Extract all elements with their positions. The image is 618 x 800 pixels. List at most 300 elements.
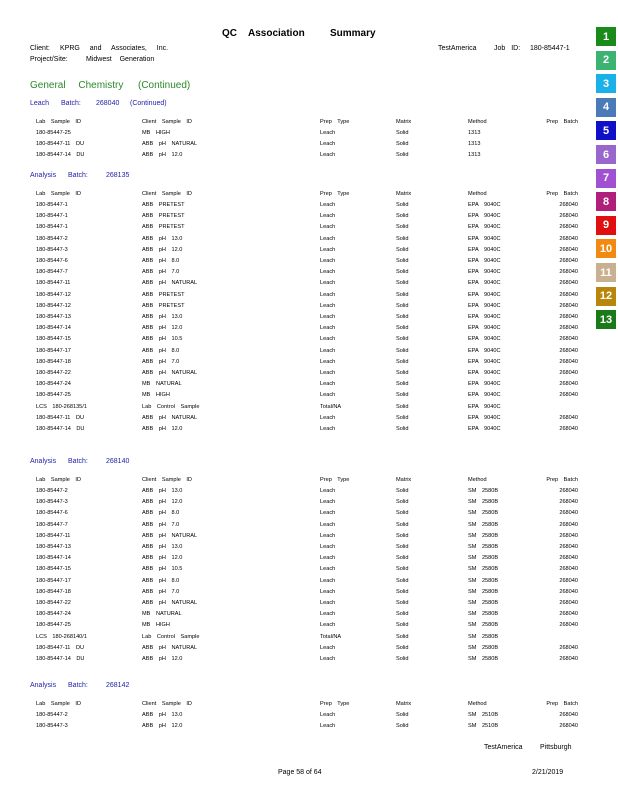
column-header: Prep Type — [320, 701, 350, 707]
column-header: Matrix — [396, 191, 412, 197]
column-header: Client Sample ID — [142, 701, 192, 707]
table-cell: 180-85447-14 DU — [36, 656, 85, 662]
table-cell: EPA 9040C — [468, 258, 501, 264]
table-cell: Lab Control Sample — [142, 403, 200, 410]
table-cell: EPA 9040C — [468, 314, 501, 320]
table-cell: 268040 — [559, 246, 578, 253]
table-cell: SM 2580B — [468, 600, 499, 606]
table-cell: 180-85447-1 — [36, 202, 68, 208]
table-cell: Solid — [396, 280, 409, 287]
table-row — [0, 390, 580, 400]
table-cell: ABB pH 7.0 — [142, 588, 180, 595]
column-header: Prep Type — [320, 191, 350, 197]
table-cell: Solid — [396, 510, 409, 517]
table-cell: LCS 180-268135/1 — [36, 403, 87, 410]
table-cell: Leach — [320, 370, 336, 376]
table-cell: 180-85447-3 — [36, 723, 68, 730]
table-cell: Leach — [320, 152, 336, 159]
table-row — [0, 587, 580, 597]
table-cell: EPA 9040C — [468, 280, 501, 287]
table-cell: 180-85447-17 — [36, 577, 71, 584]
table-cell: Solid — [396, 325, 409, 332]
table-cell: 268040 — [559, 381, 578, 388]
table-cell: 268040 — [559, 426, 578, 432]
table-cell: EPA 9040C — [468, 381, 501, 388]
table-cell: 180-85447-11 DU — [36, 141, 85, 148]
nav-tab-1[interactable]: 1 — [596, 27, 616, 46]
table-row — [0, 200, 580, 210]
table-cell: 180-85447-25 — [36, 622, 71, 629]
table-cell: SM 2580B — [468, 611, 499, 618]
column-header: Prep Batch — [546, 119, 578, 125]
table-cell: Leach — [320, 712, 336, 718]
column-header: Method — [468, 477, 487, 483]
column-header: Lab Sample ID — [36, 477, 82, 483]
table-cell: 180-85447-14 DU — [36, 152, 85, 159]
table-cell: SM 2580B — [468, 532, 499, 539]
table-cell: SM 2580B — [468, 588, 499, 595]
table-cell: EPA 9040C — [468, 370, 501, 376]
table-row — [0, 301, 580, 311]
table-cell: Solid — [396, 611, 409, 618]
table-cell: Solid — [396, 302, 409, 309]
nav-tab-10[interactable]: 10 — [596, 239, 616, 258]
batch-label: Analysis Batch: — [30, 458, 88, 465]
table-cell: Solid — [396, 532, 409, 539]
table-cell: Leach — [320, 358, 336, 365]
table-cell: Solid — [396, 130, 409, 136]
table-cell: 180-85447-25 — [36, 392, 71, 399]
table-row — [0, 139, 580, 149]
table-cell: ABB PRETEST — [142, 213, 185, 220]
table-cell: MB NATURAL — [142, 611, 182, 618]
table-cell: ABB pH 7.0 — [142, 358, 180, 365]
table-cell: SM 2580B — [468, 656, 499, 662]
table-cell: Solid — [396, 566, 409, 573]
table-cell: 268040 — [559, 302, 578, 309]
table-cell: Leach — [320, 291, 336, 298]
table-row — [0, 632, 580, 642]
table-cell: Leach — [320, 302, 336, 309]
table-cell: Leach — [320, 600, 336, 606]
table-cell: ABB pH 8.0 — [142, 510, 180, 517]
batch-label: Leach Batch: — [30, 100, 81, 107]
table-cell: Leach — [320, 325, 336, 332]
table-cell: Total/NA — [320, 633, 342, 640]
lab-name: TestAmerica — [438, 45, 477, 52]
table-row — [0, 346, 580, 356]
table-cell: 180-85447-6 — [36, 258, 68, 264]
table-cell: ABB pH 10.5 — [142, 336, 183, 343]
table-cell: Leach — [320, 566, 336, 573]
table-row — [0, 245, 580, 255]
table-cell: 180-85447-25 — [36, 130, 71, 136]
nav-tab-5[interactable]: 5 — [596, 121, 616, 140]
table-cell: Leach — [320, 622, 336, 629]
batch-number: 268040 — [96, 100, 120, 107]
table-cell: MB HIGH — [142, 130, 170, 136]
title-qc: QC — [222, 28, 237, 39]
table-cell: Solid — [396, 555, 409, 562]
table-cell: EPA 9040C — [468, 235, 501, 242]
table-cell: 268040 — [559, 656, 578, 662]
table-row — [0, 368, 580, 378]
table-cell: Leach — [320, 130, 336, 136]
table-cell: 268040 — [559, 358, 578, 365]
table-cell: Solid — [396, 712, 409, 718]
table-cell: SM 2510B — [468, 723, 499, 730]
table-cell: SM 2580B — [468, 566, 499, 573]
table-row — [0, 323, 580, 333]
table-cell: 180-85447-7 — [36, 521, 68, 528]
table-cell: ABB pH 12.0 — [142, 152, 183, 159]
table-cell: Solid — [396, 577, 409, 584]
column-header: Prep Batch — [546, 477, 578, 483]
table-cell: LCS 180-268140/1 — [36, 633, 87, 640]
nav-tab-8[interactable]: 8 — [596, 192, 616, 211]
table-cell: Leach — [320, 202, 336, 208]
table-row — [0, 267, 580, 277]
table-cell: ABB pH NATURAL — [142, 532, 198, 539]
table-cell: MB HIGH — [142, 622, 170, 629]
nav-tab-13[interactable]: 13 — [596, 310, 616, 329]
table-cell: MB HIGH — [142, 392, 170, 399]
column-header-row — [0, 699, 580, 709]
table-cell: ABB pH 8.0 — [142, 258, 180, 264]
table-cell: Leach — [320, 336, 336, 343]
column-header: Matrix — [396, 701, 412, 707]
table-cell: Solid — [396, 633, 409, 640]
table-row — [0, 721, 580, 731]
table-cell: EPA 9040C — [468, 302, 501, 309]
table-cell: 180-85447-13 — [36, 314, 71, 320]
table-cell: ABB pH 13.0 — [142, 712, 183, 718]
table-cell: ABB pH 13.0 — [142, 488, 183, 494]
table-cell: 268040 — [559, 347, 578, 354]
table-cell: ABB pH 12.0 — [142, 656, 183, 662]
table-cell: ABB pH 12.0 — [142, 426, 183, 432]
column-header: Client Sample ID — [142, 191, 192, 197]
table-cell: Solid — [396, 392, 409, 399]
table-cell: Leach — [320, 280, 336, 287]
table-cell: Solid — [396, 347, 409, 354]
table-row — [0, 497, 580, 507]
table-cell: 268040 — [559, 370, 578, 376]
table-cell: EPA 9040C — [468, 403, 501, 410]
table-cell: Leach — [320, 392, 336, 399]
table-cell: 268040 — [559, 622, 578, 629]
table-cell: 268040 — [559, 611, 578, 618]
table-cell: 268040 — [559, 325, 578, 332]
nav-tab-6[interactable]: 6 — [596, 145, 616, 164]
nav-tab-4[interactable]: 4 — [596, 98, 616, 117]
column-header: Matrix — [396, 477, 412, 483]
job-value: 180-85447-1 — [530, 45, 570, 52]
table-cell: EPA 9040C — [468, 246, 501, 253]
table-cell: 180-85447-2 — [36, 235, 68, 242]
table-cell: 180-85447-6 — [36, 510, 68, 517]
table-cell: 180-85447-22 — [36, 600, 71, 606]
table-cell: 180-85447-2 — [36, 488, 68, 494]
table-cell: Leach — [320, 258, 336, 264]
table-cell: 268040 — [559, 291, 578, 298]
table-cell: EPA 9040C — [468, 347, 501, 354]
table-row — [0, 710, 580, 720]
table-cell: ABB pH 8.0 — [142, 347, 180, 354]
table-cell: 268040 — [559, 499, 578, 506]
table-cell: SM 2580B — [468, 521, 499, 528]
table-cell: ABB PRETEST — [142, 291, 185, 298]
footer-city: Pittsburgh — [540, 744, 572, 751]
table-row — [0, 598, 580, 608]
table-cell: Solid — [396, 588, 409, 595]
project-label: Project/Site: — [30, 56, 68, 63]
table-cell: Leach — [320, 141, 336, 148]
table-cell: 268040 — [559, 532, 578, 539]
column-header: Lab Sample ID — [36, 119, 82, 125]
table-cell: Total/NA — [320, 403, 342, 410]
table-cell: 268040 — [559, 336, 578, 343]
table-cell: EPA 9040C — [468, 392, 501, 399]
table-cell: ABB pH 13.0 — [142, 314, 183, 320]
table-cell: ABB pH 12.0 — [142, 246, 183, 253]
table-cell: 180-85447-3 — [36, 499, 68, 506]
table-row — [0, 486, 580, 496]
table-cell: Solid — [396, 269, 409, 276]
table-cell: Leach — [320, 488, 336, 494]
report-date: 2/21/2019 — [532, 769, 564, 776]
column-header: Prep Type — [320, 477, 350, 483]
table-cell: Leach — [320, 224, 336, 231]
table-row — [0, 424, 580, 434]
table-cell: EPA 9040C — [468, 269, 501, 276]
table-row — [0, 413, 580, 423]
table-cell: 268040 — [559, 280, 578, 287]
nav-tab-3[interactable]: 3 — [596, 74, 616, 93]
table-cell: Solid — [396, 258, 409, 264]
table-cell: 268040 — [559, 414, 578, 421]
column-header: Method — [468, 191, 487, 197]
table-row — [0, 643, 580, 653]
nav-tab-7[interactable]: 7 — [596, 169, 616, 188]
column-header: Method — [468, 119, 487, 125]
table-cell: EPA 9040C — [468, 358, 501, 365]
table-cell: ABB pH NATURAL — [142, 370, 198, 376]
table-cell: EPA 9040C — [468, 414, 501, 421]
table-cell: 268040 — [559, 577, 578, 584]
table-cell: Leach — [320, 246, 336, 253]
table-cell: EPA 9040C — [468, 224, 501, 231]
table-cell: Leach — [320, 544, 336, 550]
table-cell: ABB pH 7.0 — [142, 521, 180, 528]
table-cell: ABB pH NATURAL — [142, 644, 198, 651]
table-cell: 180-85447-3 — [36, 246, 68, 253]
table-cell: SM 2580B — [468, 555, 499, 562]
table-cell: ABB pH NATURAL — [142, 600, 198, 606]
column-header: Lab Sample ID — [36, 191, 82, 197]
table-row — [0, 576, 580, 586]
table-row — [0, 290, 580, 300]
section-title: General Chemistry — [30, 80, 124, 91]
table-cell: SM 2580B — [468, 577, 499, 584]
table-cell: Solid — [396, 403, 409, 410]
table-cell: Solid — [396, 600, 409, 606]
footer-lab: TestAmerica — [484, 744, 523, 751]
table-cell: Leach — [320, 577, 336, 584]
table-cell: Leach — [320, 521, 336, 528]
table-cell: Leach — [320, 499, 336, 506]
nav-tab-12[interactable]: 12 — [596, 287, 616, 306]
page-number: Page 58 of 64 — [278, 769, 322, 776]
table-cell: Leach — [320, 213, 336, 220]
table-cell: ABB pH 13.0 — [142, 235, 183, 242]
table-cell: SM 2580B — [468, 544, 499, 550]
table-cell: 268040 — [559, 588, 578, 595]
table-cell: Solid — [396, 152, 409, 159]
table-cell: SM 2580B — [468, 488, 499, 494]
table-cell: 268040 — [559, 566, 578, 573]
table-cell: Solid — [396, 521, 409, 528]
table-row — [0, 609, 580, 619]
table-cell: 1313 — [468, 152, 481, 159]
table-cell: Solid — [396, 414, 409, 421]
table-cell: 268040 — [559, 202, 578, 208]
table-cell: ABB pH NATURAL — [142, 141, 198, 148]
table-cell: ABB pH 7.0 — [142, 269, 180, 276]
column-header: Prep Batch — [546, 191, 578, 197]
table-cell: Leach — [320, 723, 336, 730]
table-cell: 268040 — [559, 392, 578, 399]
table-cell: EPA 9040C — [468, 291, 501, 298]
table-cell: 180-85447-17 — [36, 347, 71, 354]
table-cell: Solid — [396, 202, 409, 208]
table-cell: ABB PRETEST — [142, 224, 185, 231]
table-cell: Solid — [396, 224, 409, 231]
table-cell: 180-85447-1 — [36, 224, 68, 231]
table-cell: SM 2580B — [468, 633, 499, 640]
table-cell: Leach — [320, 644, 336, 651]
table-cell: Solid — [396, 291, 409, 298]
table-cell: 180-85447-11 — [36, 280, 71, 287]
table-cell: Leach — [320, 426, 336, 432]
section-continued: (Continued) — [138, 80, 191, 91]
table-row — [0, 256, 580, 266]
table-cell: Solid — [396, 314, 409, 320]
table-cell: Solid — [396, 246, 409, 253]
table-row — [0, 620, 580, 630]
table-cell: SM 2510B — [468, 712, 499, 718]
table-cell: 1313 — [468, 130, 481, 136]
table-cell: 268040 — [559, 644, 578, 651]
column-header: Lab Sample ID — [36, 701, 82, 707]
table-cell: 180-85447-14 — [36, 555, 71, 562]
table-cell: 268040 — [559, 555, 578, 562]
table-cell: Leach — [320, 656, 336, 662]
table-cell: Solid — [396, 370, 409, 376]
table-row — [0, 234, 580, 244]
table-cell: 1313 — [468, 141, 481, 148]
table-cell: Solid — [396, 336, 409, 343]
table-cell: MB NATURAL — [142, 381, 182, 388]
table-cell: 268040 — [559, 314, 578, 320]
table-row — [0, 564, 580, 574]
table-cell: 268040 — [559, 224, 578, 231]
nav-tab-9[interactable]: 9 — [596, 216, 616, 235]
column-header: Matrix — [396, 119, 412, 125]
column-header: Prep Batch — [546, 701, 578, 707]
table-cell: 268040 — [559, 521, 578, 528]
table-cell: 180-85447-11 DU — [36, 644, 85, 651]
batch-label: Analysis Batch: — [30, 682, 88, 689]
table-cell: ABB pH 8.0 — [142, 577, 180, 584]
nav-tab-11[interactable]: 11 — [596, 263, 616, 282]
table-cell: Solid — [396, 141, 409, 148]
table-cell: 180-85447-7 — [36, 269, 68, 276]
table-cell: 180-85447-14 DU — [36, 426, 85, 432]
table-cell: 180-85447-11 — [36, 532, 71, 539]
table-cell: ABB pH 12.0 — [142, 723, 183, 730]
table-cell: 268040 — [559, 600, 578, 606]
table-cell: 268040 — [559, 258, 578, 264]
table-cell: 180-85447-1 — [36, 213, 68, 220]
table-cell: 180-85447-13 — [36, 544, 71, 550]
table-cell: 180-85447-24 — [36, 611, 71, 618]
table-cell: SM 2580B — [468, 622, 499, 629]
column-header: Client Sample ID — [142, 477, 192, 483]
batch-label: Analysis Batch: — [30, 172, 88, 179]
batch-number: 268140 — [106, 458, 130, 465]
table-cell: 180-85447-15 — [36, 566, 71, 573]
batch-number: 268142 — [106, 682, 130, 689]
table-row — [0, 278, 580, 288]
table-cell: ABB pH 12.0 — [142, 555, 183, 562]
table-row — [0, 654, 580, 664]
table-cell: EPA 9040C — [468, 202, 501, 208]
table-cell: ABB pH NATURAL — [142, 280, 198, 287]
client-value: KPRG and Associates, Inc. — [60, 45, 169, 52]
nav-tab-2[interactable]: 2 — [596, 51, 616, 70]
table-row — [0, 531, 580, 541]
title-summary: Summary — [330, 28, 376, 39]
table-cell: Solid — [396, 544, 409, 550]
table-cell: Leach — [320, 588, 336, 595]
table-row — [0, 150, 580, 160]
table-cell: Leach — [320, 314, 336, 320]
column-header-row — [0, 189, 580, 199]
table-cell: ABB pH 13.0 — [142, 544, 183, 550]
project-value: Midwest Generation — [86, 56, 155, 63]
table-cell: Lab Control Sample — [142, 633, 200, 640]
table-row — [0, 520, 580, 530]
table-row — [0, 334, 580, 344]
table-cell: SM 2580B — [468, 510, 499, 517]
table-cell: 268040 — [559, 235, 578, 242]
table-cell: SM 2580B — [468, 644, 499, 651]
table-row — [0, 211, 580, 221]
column-header: Client Sample ID — [142, 119, 192, 125]
table-cell: ABB pH 10.5 — [142, 566, 183, 573]
table-cell: 180-85447-24 — [36, 381, 71, 388]
table-row — [0, 508, 580, 518]
table-cell: 268040 — [559, 544, 578, 550]
table-cell: ABB pH 12.0 — [142, 325, 183, 332]
table-cell: ABB PRETEST — [142, 202, 185, 208]
table-cell: SM 2580B — [468, 499, 499, 506]
table-cell: Solid — [396, 488, 409, 494]
table-cell: 268040 — [559, 510, 578, 517]
table-cell: Solid — [396, 213, 409, 220]
table-cell: Solid — [396, 723, 409, 730]
